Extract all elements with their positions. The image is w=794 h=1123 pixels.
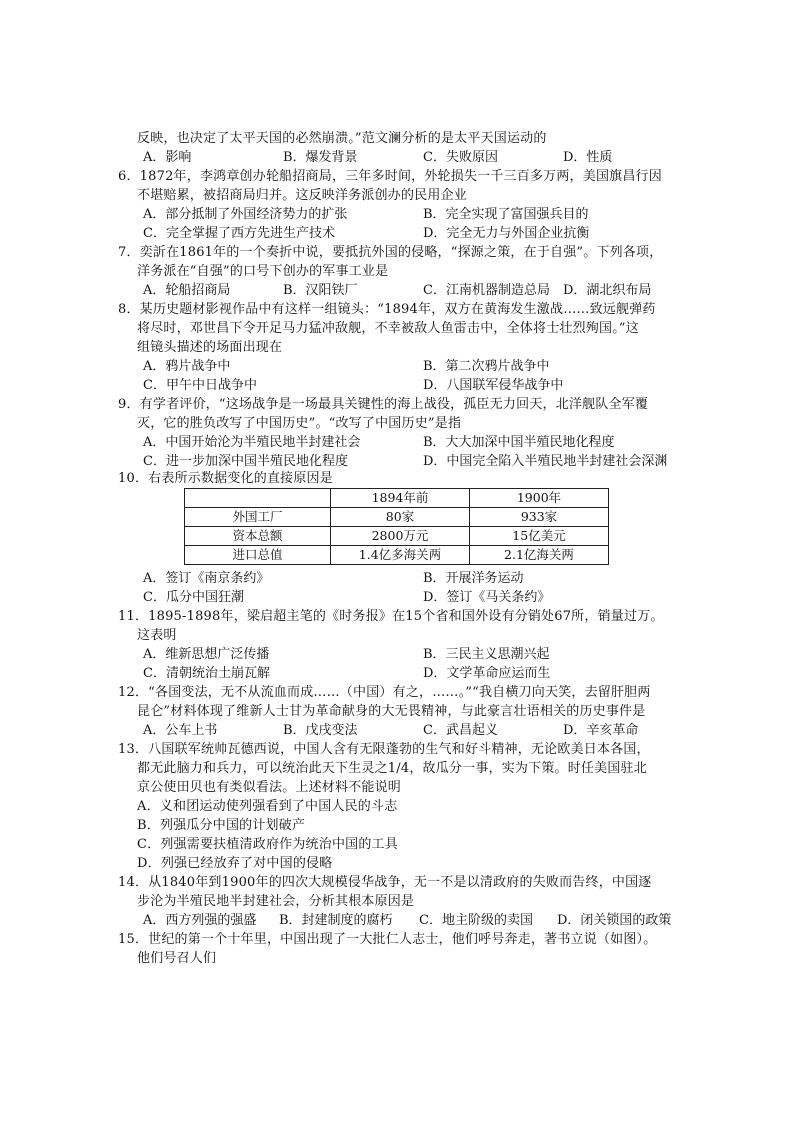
q10-options-row-1 xyxy=(137,569,697,588)
q10-stem-line: 10．右表所示数据变化的直接原因是 xyxy=(118,471,333,486)
q11-option-b: B．三民主义思潮兴起 xyxy=(423,647,550,662)
table-cell: 资本总额 xyxy=(185,527,331,546)
q9-option-b: B．大大加深中国半殖民地化程度 xyxy=(423,435,615,450)
q13-option-a: A．义和团运动使列强看到了中国人民的斗志 xyxy=(137,799,398,814)
q9-stem-line-1: 9．有学者评价，“这场战争是一场最具关键性的海上战役，孤臣无力回天，北洋舰队全军覆 xyxy=(118,397,649,412)
q14-option-b: B．封建制度的腐朽 xyxy=(279,913,393,928)
q8-stem-line-2: 将尽时，邓世昌下令开足马力猛冲敌舰，不幸被敌人鱼雷击中，全体将士壮烈殉国。”这 xyxy=(137,321,639,336)
q13-option-d: D．列强已经放弃了对中国的侵略 xyxy=(137,856,333,871)
table-cell: 933家 xyxy=(470,508,609,527)
q7-option-a: A．轮船招商局 xyxy=(143,283,231,298)
q6-option-a: A．部分抵制了外国经济势力的扩张 xyxy=(143,207,348,222)
q5-option-c: C．失败原因 xyxy=(423,150,498,165)
q11-stem-line-1: 11．1895-1898年，梁启超主笔的《时务报》在15个省和国外设有分销处67所，销量过万。 xyxy=(118,609,664,624)
q11-options-row-2 xyxy=(137,664,697,683)
q6-options-row-2 xyxy=(137,224,697,243)
table-header-cell xyxy=(185,489,331,508)
q9-options-row-1 xyxy=(137,433,697,452)
q6-option-d: D．完全无力与外国企业抗衡 xyxy=(423,226,590,241)
table-cell: 进口总值 xyxy=(185,546,331,565)
q14-option-c: C．地主阶级的卖国 xyxy=(419,913,533,928)
q5-option-a: A．影响 xyxy=(143,150,192,165)
q7-stem-line-2: 洋务派在“自强”的口号下创办的军事工业是 xyxy=(137,264,389,279)
q9-option-c: C．进一步加深中国半殖民地化程度 xyxy=(143,454,348,469)
table-cell: 外国工厂 xyxy=(185,508,331,527)
q11-option-d: D．文学革命应运而生 xyxy=(423,666,551,681)
q10-option-d: D．签订《马关条约》 xyxy=(423,590,551,605)
q13-stem-line-2: 都无此脑力和兵力，可以统治此天下生灵之1/4，故瓜分一事，实为下策。时任美国驻北 xyxy=(137,761,647,776)
q8-options-row-1 xyxy=(137,357,697,376)
q7-options xyxy=(137,281,697,300)
q12-option-c: C．武昌起义 xyxy=(423,723,498,738)
q10-options-row-2 xyxy=(137,588,697,607)
q6-option-b: B．完全实现了富国强兵目的 xyxy=(423,207,589,222)
q13-option-b: B．列强瓜分中国的计划破产 xyxy=(137,818,306,833)
q7-option-c: C．江南机器制造总局 xyxy=(423,283,550,298)
q8-option-d: D．八国联军侵华战争中 xyxy=(423,378,564,393)
q10-option-a: A．签订《南京条约》 xyxy=(143,571,270,586)
table-header-cell: 1894年前 xyxy=(331,489,470,508)
q6-stem-line-1: 6．1872年，李鸿章创办轮船招商局，三年多时间，外轮损失一千三百多万两，美国旗昌行因 xyxy=(118,169,662,184)
q12-option-a: A．公车上书 xyxy=(143,723,218,738)
q7-option-d: D．湖北织布局 xyxy=(563,283,652,298)
q12-stem-line-1: 12．“各国变法，无不从流血而成……（中国）有之，……。”“我自横刀向天笑，去留肝胆两 xyxy=(118,685,651,700)
q9-stem-line-2: 灭，它的胜负改写了中国历史”。“改写了中国历史”是指 xyxy=(137,416,462,431)
q5-option-b: B．爆发背景 xyxy=(283,150,358,165)
q5-option-d: D．性质 xyxy=(563,150,613,165)
q12-stem-line-2: 昆仑”材料体现了维新人士甘为革命献身的大无畏精神，与此豪言壮语相关的历史事件是 xyxy=(137,704,646,719)
q8-option-b: B．第二次鸦片战争中 xyxy=(423,359,550,374)
q14-stem-line-2: 步沦为半殖民地半封建社会，分析其根本原因是 xyxy=(137,894,415,909)
table-cell: 2800万元 xyxy=(331,527,470,546)
q12-option-d: D．辛亥革命 xyxy=(563,723,639,738)
q15-stem-line-2: 他们号召人们 xyxy=(137,951,217,966)
q13-stem-line-3: 京公使田贝也有类似看法。上述材料不能说明 xyxy=(137,780,402,795)
q14-option-d: D．闭关锁国的政策 xyxy=(557,913,672,928)
table-cell: 15亿美元 xyxy=(470,527,609,546)
q8-stem-line-1: 8．某历史题材影视作品中有这样一组镜头：“1894年，双方在黄海发生激战……致远舰弹药 xyxy=(118,302,656,317)
table-cell: 1.4亿多海关两 xyxy=(331,546,470,565)
q12-option-b: B．戊戌变法 xyxy=(283,723,358,738)
table-row xyxy=(185,527,609,546)
q6-options-row-1 xyxy=(137,205,697,224)
table-header-row xyxy=(185,489,609,508)
q10-data-table xyxy=(184,488,609,565)
table-header-cell: 1900年 xyxy=(470,489,609,508)
q8-option-a: A．鸦片战争中 xyxy=(143,359,231,374)
table-cell: 80家 xyxy=(331,508,470,527)
q13-stem-line-1: 13．八国联军统帅瓦德西说，中国人含有无限蓬勃的生气和好斗精神，无论欧美日本各国， xyxy=(118,742,650,757)
q8-options-row-2 xyxy=(137,376,697,395)
q11-stem-line-2: 这表明 xyxy=(137,628,177,643)
q13-option-c: C．列强需要扶植清政府作为统治中国的工具 xyxy=(137,837,398,852)
table-cell: 2.1亿海关两 xyxy=(470,546,609,565)
q11-option-c: C．清朝统治土崩瓦解 xyxy=(143,666,270,681)
q11-option-a: A．维新思想广泛传播 xyxy=(143,647,270,662)
q14-stem-line-1: 14．从1840年到1900年的四次大规模侵华战争，无一不是以清政府的失败而告终，中国逐 xyxy=(118,875,652,890)
q8-option-c: C．甲午中日战争中 xyxy=(143,378,257,393)
table-row xyxy=(185,546,609,565)
q9-option-a: A．中国开始沦为半殖民地半封建社会 xyxy=(143,435,361,450)
q14-options xyxy=(137,911,697,930)
table-row xyxy=(185,508,609,527)
q5-stem-line: 反映，也决定了太平天国的必然崩溃。”范文澜分析的是太平天国运动的 xyxy=(137,131,547,146)
q6-option-c: C．完全掌握了西方先进生产技术 xyxy=(143,226,335,241)
q9-option-d: D．中国完全陷入半殖民地半封建社会深渊 xyxy=(423,454,668,469)
q15-stem-line-1: 15．世纪的第一个十年里，中国出现了一大批仁人志士，他们呼号奔走，著书立说（如图）。 xyxy=(118,932,657,947)
q7-option-b: B．汉阳铁厂 xyxy=(283,283,358,298)
q5-options xyxy=(137,148,697,167)
q8-stem-line-3: 组镜头描述的场面出现在 xyxy=(137,340,283,355)
q14-option-a: A．西方列强的强盛 xyxy=(143,913,257,928)
q6-stem-line-2: 不堪赔累，被招商局归并。这反映洋务派创办的民用企业 xyxy=(137,188,468,203)
q11-options-row-1 xyxy=(137,645,697,664)
q7-stem-line-1: 7．奕訢在1861年的一个奏折中说，要抵抗外国的侵略，“探源之策，在于自强”。下列各项， xyxy=(118,245,663,260)
q10-option-b: B．开展洋务运动 xyxy=(423,571,524,586)
q10-option-c: C．瓜分中国狂潮 xyxy=(143,590,244,605)
q12-options xyxy=(137,721,697,740)
